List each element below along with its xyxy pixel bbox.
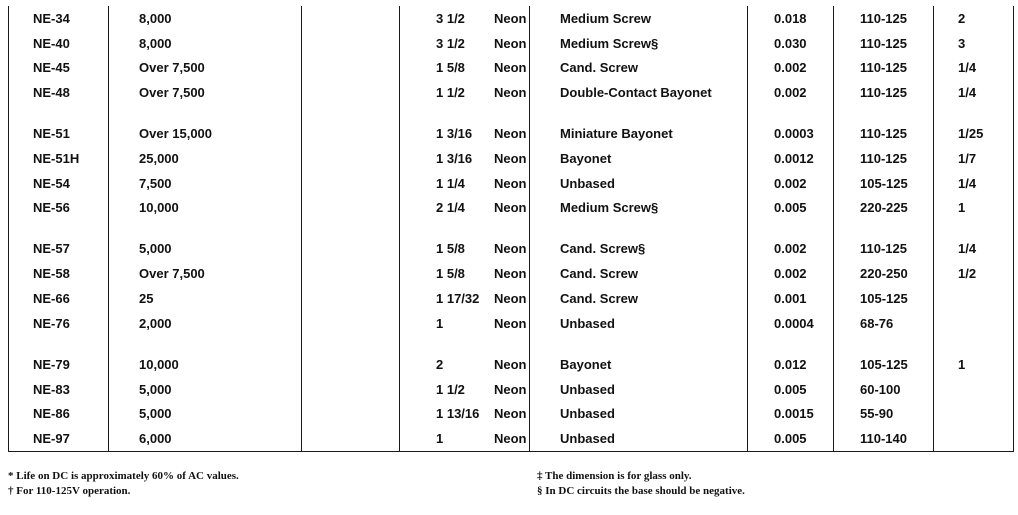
cell-gas: Neon	[302, 121, 400, 146]
cell-life-hours: 25,000	[109, 146, 302, 171]
cell-gas: Neon	[302, 56, 400, 81]
cell-gas: Neon	[302, 237, 400, 262]
cell-watts: 0.018	[748, 6, 834, 31]
cell-watts: 0.005	[748, 426, 834, 451]
spacer-cell	[109, 336, 302, 352]
cell-life-hours: 25	[109, 286, 302, 311]
cell-current: 1/2	[934, 261, 1014, 286]
footnote-dc-life: * Life on DC is approximately 60% of AC values.	[8, 470, 239, 482]
cell-watts: 0.002	[748, 171, 834, 196]
cell-watts: 0.001	[748, 286, 834, 311]
spacer-cell	[748, 336, 834, 352]
cell-volts: 105-125	[834, 352, 934, 377]
cell-gas: Neon	[302, 286, 400, 311]
spacer-cell	[302, 336, 400, 352]
cell-life-hours: Over 7,500	[109, 56, 302, 81]
cell-lamp-number: NE-66	[9, 286, 109, 311]
group-spacer	[9, 220, 1014, 236]
spacer-cell	[302, 220, 400, 236]
group-spacer	[9, 105, 1014, 121]
cell-watts: 0.002	[748, 261, 834, 286]
cell-length: 1 1/2	[400, 377, 530, 402]
cell-volts: 110-125	[834, 121, 934, 146]
cell-base: Double-Contact Bayonet	[530, 80, 748, 105]
cell-current: 1/25	[934, 121, 1014, 146]
cell-current	[934, 377, 1014, 402]
table-row	[9, 237, 1014, 262]
cell-length: 1 17/32	[400, 286, 530, 311]
spacer-cell	[530, 220, 748, 236]
table-row	[9, 171, 1014, 196]
cell-gas: Neon	[302, 31, 400, 56]
cell-length: 1	[400, 426, 530, 451]
cell-length: 1 1/4	[400, 171, 530, 196]
cell-life-hours: 5,000	[109, 237, 302, 262]
spacer-cell	[748, 105, 834, 121]
cell-gas: Neon	[302, 352, 400, 377]
spacer-cell	[530, 336, 748, 352]
spacer-cell	[934, 220, 1014, 236]
cell-lamp-number: NE-51H	[9, 146, 109, 171]
cell-watts: 0.002	[748, 237, 834, 262]
cell-lamp-number: NE-48	[9, 80, 109, 105]
cell-gas: Neon	[302, 80, 400, 105]
cell-lamp-number: NE-76	[9, 311, 109, 336]
table-row	[9, 261, 1014, 286]
cell-watts: 0.030	[748, 31, 834, 56]
cell-gas: Neon	[302, 426, 400, 451]
lamp-data-table	[8, 6, 1014, 452]
cell-watts: 0.0012	[748, 146, 834, 171]
cell-volts: 110-125	[834, 31, 934, 56]
cell-watts: 0.0004	[748, 311, 834, 336]
cell-current	[934, 286, 1014, 311]
spacer-cell	[400, 105, 530, 121]
cell-volts: 55-90	[834, 401, 934, 426]
cell-base: Unbased	[530, 171, 748, 196]
cell-watts: 0.0003	[748, 121, 834, 146]
cell-length: 1	[400, 311, 530, 336]
cell-volts: 68-76	[834, 311, 934, 336]
cell-volts: 220-225	[834, 196, 934, 221]
cell-lamp-number: NE-58	[9, 261, 109, 286]
footnote-voltage: † For 110-125V operation.	[8, 485, 131, 497]
cell-gas: Neon	[302, 261, 400, 286]
cell-gas: Neon	[302, 146, 400, 171]
cell-base: Bayonet	[530, 146, 748, 171]
cell-volts: 110-140	[834, 426, 934, 451]
cell-life-hours: 5,000	[109, 401, 302, 426]
footnote-dc-base: § In DC circuits the base should be negative.	[537, 485, 745, 497]
cell-length: 1 5/8	[400, 261, 530, 286]
table-row	[9, 377, 1014, 402]
cell-current: 1/4	[934, 80, 1014, 105]
cell-current: 1/4	[934, 171, 1014, 196]
spacer-cell	[834, 105, 934, 121]
cell-base: Miniature Bayonet	[530, 121, 748, 146]
cell-life-hours: 6,000	[109, 426, 302, 451]
table-row	[9, 80, 1014, 105]
spacer-cell	[9, 336, 109, 352]
spacer-cell	[834, 220, 934, 236]
cell-watts: 0.005	[748, 196, 834, 221]
cell-lamp-number: NE-40	[9, 31, 109, 56]
cell-current: 1/4	[934, 56, 1014, 81]
cell-life-hours: 7,500	[109, 171, 302, 196]
table-row	[9, 121, 1014, 146]
cell-length: 1 5/8	[400, 56, 530, 81]
cell-gas: Neon	[302, 401, 400, 426]
footnotes	[0, 470, 1018, 510]
cell-length: 1 3/16	[400, 146, 530, 171]
cell-gas: Neon	[302, 171, 400, 196]
spacer-cell	[400, 336, 530, 352]
cell-gas: Neon	[302, 6, 400, 31]
cell-gas: Neon	[302, 377, 400, 402]
cell-lamp-number: NE-34	[9, 6, 109, 31]
table-row	[9, 6, 1014, 31]
cell-watts: 0.002	[748, 56, 834, 81]
spacer-cell	[834, 336, 934, 352]
table-row	[9, 56, 1014, 81]
cell-current: 1/7	[934, 146, 1014, 171]
cell-volts: 105-125	[834, 286, 934, 311]
cell-current	[934, 311, 1014, 336]
spacer-cell	[934, 336, 1014, 352]
spacer-cell	[109, 105, 302, 121]
cell-current: 2	[934, 6, 1014, 31]
cell-base: Medium Screw	[530, 6, 748, 31]
cell-base: Bayonet	[530, 352, 748, 377]
cell-base: Cand. Screw	[530, 261, 748, 286]
spacer-cell	[748, 220, 834, 236]
cell-base: Unbased	[530, 377, 748, 402]
spacer-cell	[9, 105, 109, 121]
table-row	[9, 352, 1014, 377]
cell-base: Cand. Screw§	[530, 237, 748, 262]
cell-volts: 110-125	[834, 56, 934, 81]
cell-gas: Neon	[302, 196, 400, 221]
cell-volts: 60-100	[834, 377, 934, 402]
cell-gas: Neon	[302, 311, 400, 336]
cell-current	[934, 401, 1014, 426]
cell-base: Cand. Screw	[530, 286, 748, 311]
cell-volts: 110-125	[834, 6, 934, 31]
table-row	[9, 146, 1014, 171]
cell-length: 3 1/2	[400, 6, 530, 31]
cell-length: 2	[400, 352, 530, 377]
cell-length: 2 1/4	[400, 196, 530, 221]
spacer-cell	[109, 220, 302, 236]
cell-lamp-number: NE-86	[9, 401, 109, 426]
cell-base: Unbased	[530, 426, 748, 451]
cell-volts: 220-250	[834, 261, 934, 286]
cell-life-hours: 2,000	[109, 311, 302, 336]
cell-length: 1 5/8	[400, 237, 530, 262]
cell-watts: 0.012	[748, 352, 834, 377]
cell-life-hours: Over 7,500	[109, 261, 302, 286]
cell-watts: 0.005	[748, 377, 834, 402]
cell-life-hours: 10,000	[109, 352, 302, 377]
spacer-cell	[9, 220, 109, 236]
cell-lamp-number: NE-57	[9, 237, 109, 262]
cell-volts: 110-125	[834, 237, 934, 262]
cell-base: Cand. Screw	[530, 56, 748, 81]
table-row	[9, 401, 1014, 426]
cell-base: Unbased	[530, 401, 748, 426]
cell-current: 1	[934, 196, 1014, 221]
table-row	[9, 196, 1014, 221]
spacer-cell	[530, 105, 748, 121]
cell-lamp-number: NE-51	[9, 121, 109, 146]
cell-lamp-number: NE-45	[9, 56, 109, 81]
cell-base: Unbased	[530, 311, 748, 336]
group-spacer	[9, 336, 1014, 352]
cell-life-hours: Over 7,500	[109, 80, 302, 105]
table-row	[9, 311, 1014, 336]
table-row	[9, 31, 1014, 56]
cell-current: 1	[934, 352, 1014, 377]
cell-length: 3 1/2	[400, 31, 530, 56]
spacer-cell	[934, 105, 1014, 121]
cell-length: 1 13/16	[400, 401, 530, 426]
cell-lamp-number: NE-56	[9, 196, 109, 221]
cell-watts: 0.0015	[748, 401, 834, 426]
cell-length: 1 1/2	[400, 80, 530, 105]
cell-life-hours: 5,000	[109, 377, 302, 402]
cell-lamp-number: NE-79	[9, 352, 109, 377]
spacer-cell	[302, 105, 400, 121]
cell-life-hours: Over 15,000	[109, 121, 302, 146]
cell-current: 3	[934, 31, 1014, 56]
table-row	[9, 426, 1014, 451]
table-body	[9, 6, 1014, 452]
cell-lamp-number: NE-97	[9, 426, 109, 451]
cell-volts: 105-125	[834, 171, 934, 196]
cell-volts: 110-125	[834, 146, 934, 171]
cell-base: Medium Screw§	[530, 31, 748, 56]
cell-length: 1 3/16	[400, 121, 530, 146]
spacer-cell	[400, 220, 530, 236]
cell-lamp-number: NE-83	[9, 377, 109, 402]
cell-life-hours: 8,000	[109, 6, 302, 31]
cell-watts: 0.002	[748, 80, 834, 105]
cell-base: Medium Screw§	[530, 196, 748, 221]
cell-lamp-number: NE-54	[9, 171, 109, 196]
cell-current	[934, 426, 1014, 451]
footnote-dimension: ‡ The dimension is for glass only.	[537, 470, 692, 482]
cell-life-hours: 8,000	[109, 31, 302, 56]
cell-current: 1/4	[934, 237, 1014, 262]
table-row	[9, 286, 1014, 311]
cell-volts: 110-125	[834, 80, 934, 105]
cell-life-hours: 10,000	[109, 196, 302, 221]
